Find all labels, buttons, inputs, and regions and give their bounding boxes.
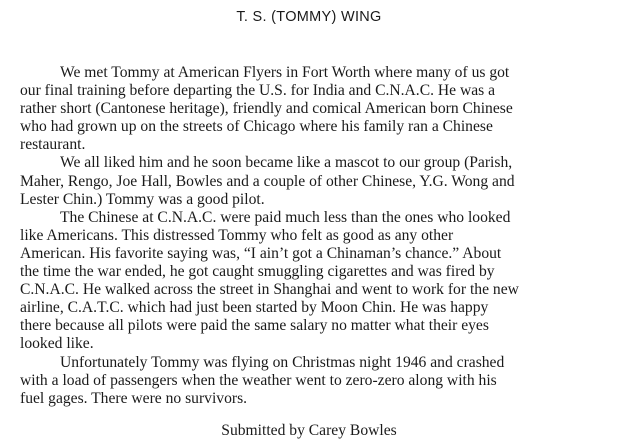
signature-line: Submitted by Carey Bowles [221, 422, 397, 439]
text-line: who had grown up on the streets of Chicago where his family ran a Chinese [20, 118, 493, 136]
body-text [20, 64, 618, 408]
text-line: airline, C.A.T.C. which had just been started by Moon Chin. He was happy [20, 299, 489, 317]
text-line: C.N.A.C. He walked across the street in Shanghai and went to work for the new [20, 281, 519, 299]
text-line: the time the war ended, he got caught smuggling cigarettes and was fired by [20, 263, 495, 281]
text-line: our final training before departing the U.S. for India and C.N.A.C. He was a [20, 82, 496, 100]
page-title: T. S. (TOMMY) WING [236, 9, 382, 25]
text-line: fuel gages. There were no survivors. [20, 389, 248, 407]
text-line: Lester Chin.) Tommy was a good pilot. [20, 190, 265, 208]
text-line: We met Tommy at American Flyers in Fort Worth where many of us got [60, 64, 510, 81]
text-line: restaurant. [20, 136, 86, 154]
text-line: like Americans. This distressed Tommy who felt as good as any other [20, 226, 454, 244]
text-line: with a load of passengers when the weather went to zero-zero along with his [20, 371, 497, 389]
text-line: American. His favorite saying was, “I ain’t got a Chinaman’s chance.” About [20, 244, 502, 262]
text-line: there because all pilots were paid the same salary no matter what their eyes [20, 317, 489, 335]
text-line: Unfortunately Tommy was flying on Christmas night 1946 and crashed [60, 353, 505, 371]
text-line: We all liked him and he soon became like a mascot to our group (Parish, [60, 154, 513, 172]
text-line: rather short (Cantonese heritage), friendly and comical American born Chinese [20, 100, 513, 118]
text-line: looked like. [20, 335, 94, 353]
text-line: Maher, Rengo, Joe Hall, Bowles and a couple of other Chinese, Y.G. Wong and [20, 172, 515, 190]
text-line: The Chinese at C.N.A.C. were paid much less than the ones who looked [60, 208, 511, 226]
